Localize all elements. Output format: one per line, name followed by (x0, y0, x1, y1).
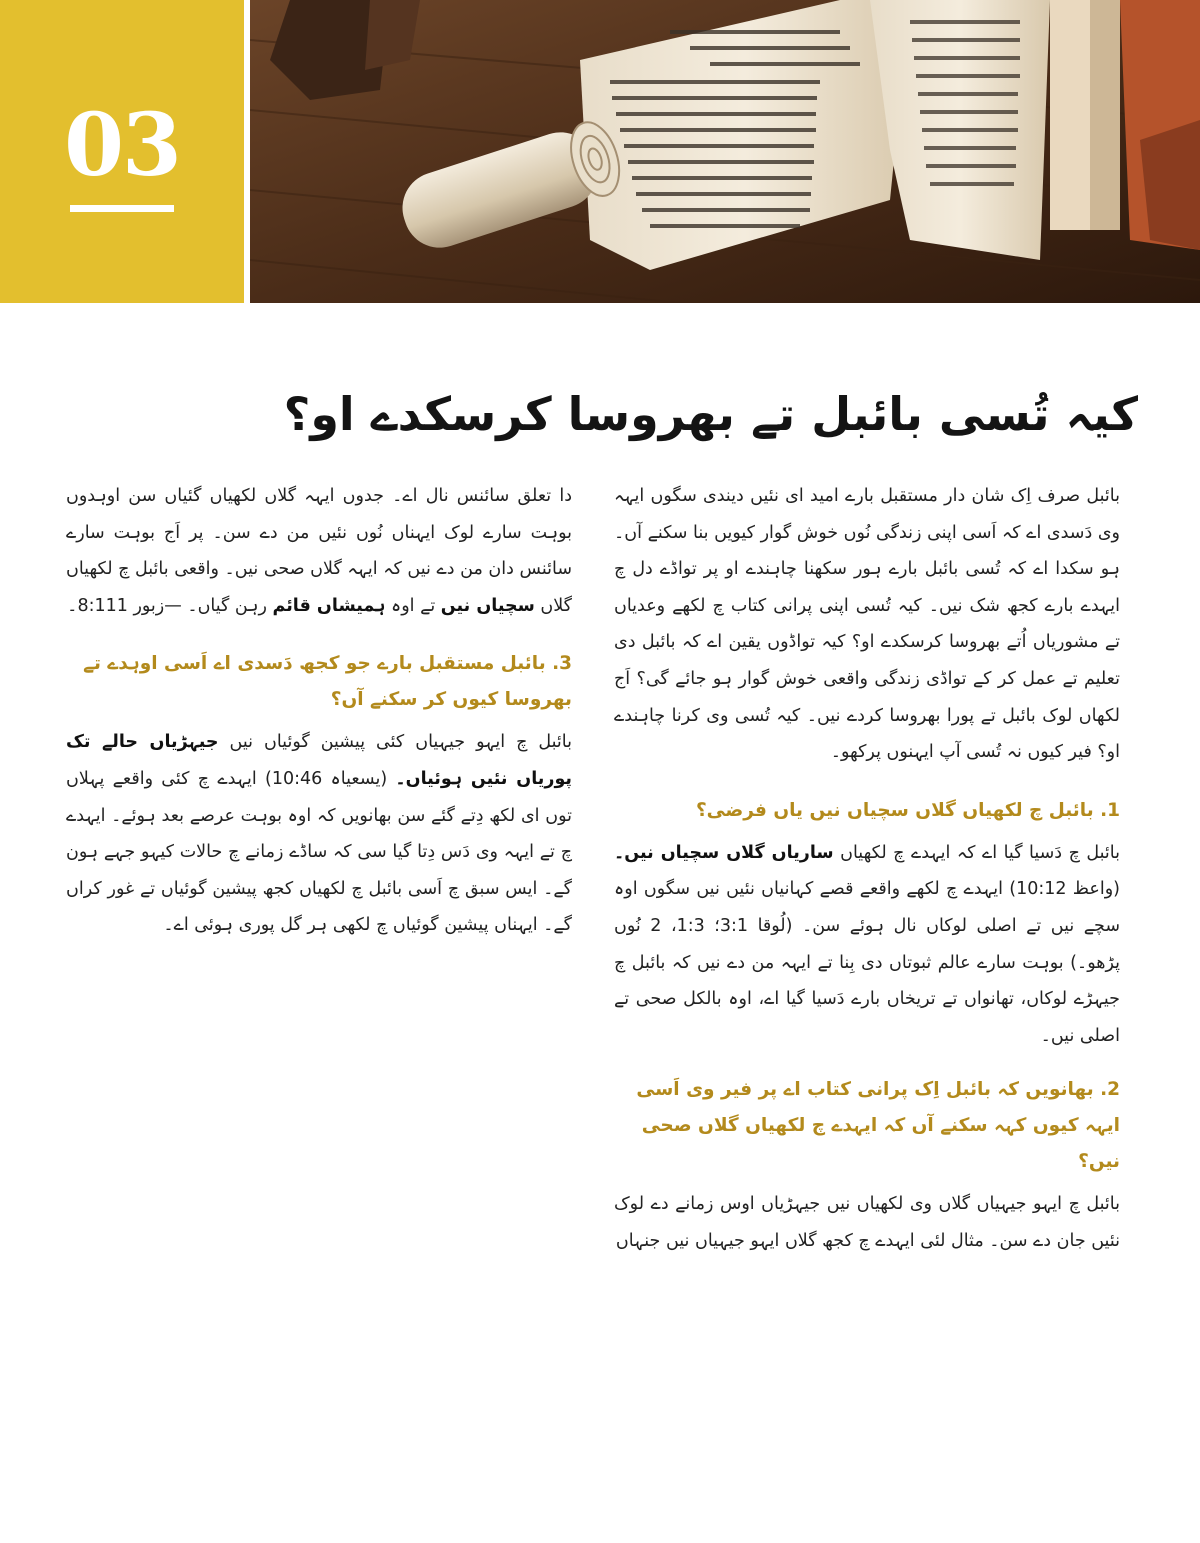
section-heading-1: 1. بائبل چ لکھیاں گلاں سچیاں نیں یاں فرضی؟ (695, 799, 1120, 821)
continuation-text-c: رہن گیاں۔ —زبور 8:111۔ (67, 595, 273, 616)
continuation-bold-2: ہمیشاں قائم (272, 595, 386, 616)
continuation-text-b: تے اوہ (385, 595, 441, 616)
section-1-text-b: (واعظ 10:12) ایہدے چ لکھے واقعے قصے کہانیاں نئیں نیں سگوں اوہ سچے نیں تے اصلی لوکاں نال ہوئے سن۔ (لُوقا 3:1؛ 1:3، 2 نُوں پڑھو۔) بوہت سارے عالم ثبوتاں دی بِنا تے ایہہ من دے نیں کہ بائبل چ جیہڑے لوکاں، تھانواں تے تریخاں بارے دَسیا گیا اے، اوہ بالکل صحی تے اصلی نیں۔ (614, 879, 1120, 1046)
continuation-bold-1: سچیاں نیں (440, 595, 535, 616)
section-2-continuation (66, 478, 572, 624)
section-heading-2: 2. بھانویں کہ بائبل اِک پرانی کتاب اے پر فیر وی اَسی ایہہ کیوں کہہ سکنے آں کہ ایہدے چ لکھیاں گلاں صحی نیں؟ (636, 1079, 1120, 1173)
section-number: 03 (64, 95, 180, 196)
continuation-text-a: دا تعلق سائنس نال اے۔ جدوں ایہہ گلاں لکھیاں گئیاں سن اوہدوں بوہت سارے لوک ایہناں نُوں نئیں من دے سن۔ پر اَج بوہت سارے سائنس دان من دے نیں کہ ایہہ گلاں صحی نیں۔ واقعی بائبل چ لکھیاں گلاں (66, 486, 572, 616)
page-title: کیہ تُسی بائبل تے بھروسا کرسکدے او؟ (283, 386, 1138, 441)
section-number-underline (70, 205, 174, 212)
section-3-bold: جیہڑیاں حالے تک پوریاں نئیں ہوئیاں۔ (66, 732, 572, 789)
scrolls-illustration (250, 0, 1200, 303)
section-1-paragraph (614, 835, 1120, 1055)
section-3-paragraph (66, 724, 572, 944)
section-heading-3: 3. بائبل مستقبل بارے جو کجھ دَسدی اے اَسی اوہدے تے بھروسا کیوں کر سکنے آں؟ (83, 653, 572, 711)
section-1-text-a: بائبل چ دَسیا گیا اے کہ ایہدے چ لکھیاں (833, 842, 1120, 863)
header-banner (0, 0, 1200, 303)
right-column (614, 478, 1120, 1260)
intro-paragraph: بائبل صرف اِک شان دار مستقبل بارے امید ای نئیں دیندی سگوں ایہہ وی دَسدی اے کہ اَسی اپنی زندگی نُوں خوش گوار کیویں بنا سکنے آں۔ ہو سکدا اے کہ تُسی بائبل بارے ہور سکھنا چاہندے او پر تواڈے دل چ ایہدے بارے کجھ شک نیں۔ کیہ تُسی اپنی پرانی کتاب چ لکھے وعدیاں تے مشوریاں اُتے بھروسا کرسکدے او؟ کیہ تواڈوں یقین اے کہ بائبل دی تعلیم تے عمل کر کے تواڈی زندگی واقعی خوش گوار ہو جائے گی؟ اَج لکھاں لوک بائبل تے پورا بھروسا کردے نیں۔ کیہ تُسی وی کرنا چاہندے او؟ فیر کیوں نہ تُسی آپ ایہنوں پرکھو۔ (614, 486, 1120, 763)
section-1-bold: ساریاں گلاں سچیاں نیں۔ (614, 842, 834, 863)
section-number-block (0, 0, 244, 303)
section-3-text-b: (یسعیاہ 10:46) ایہدے چ کئی واقعے پہلاں توں ای لکھ دِتے گئے سن بھانویں کہ اوہ بوہت عرصے بعد ہوئے۔ ایہدے چ تے ایہہ وی دَس دِتا گیا سی کہ ساڈے زمانے چ حالات کیہو جہے ہون گے۔ ایس سبق چ اَسی بائبل چ لکھیاں کجھ پیشین گوئیاں تے غور کراں گے۔ ایہناں پیشین گوئیاں چ لکھی ہر گل پوری ہوئی اے۔ (66, 768, 572, 936)
left-column (66, 478, 572, 944)
section-3-text-a: بائبل چ ایہو جیہیاں کئی پیشین گوئیاں نیں (218, 732, 572, 753)
section-2-paragraph: بائبل چ ایہو جیہیاں گلاں وی لکھیاں نیں جیہڑیاں اوس زمانے دے لوک نئیں جان دے سن۔ مثال لئی ایہدے چ کجھ گلاں ایہو جیہیاں نیں جنہاں (614, 1194, 1120, 1251)
ancient-scrolls-photo (250, 0, 1200, 303)
